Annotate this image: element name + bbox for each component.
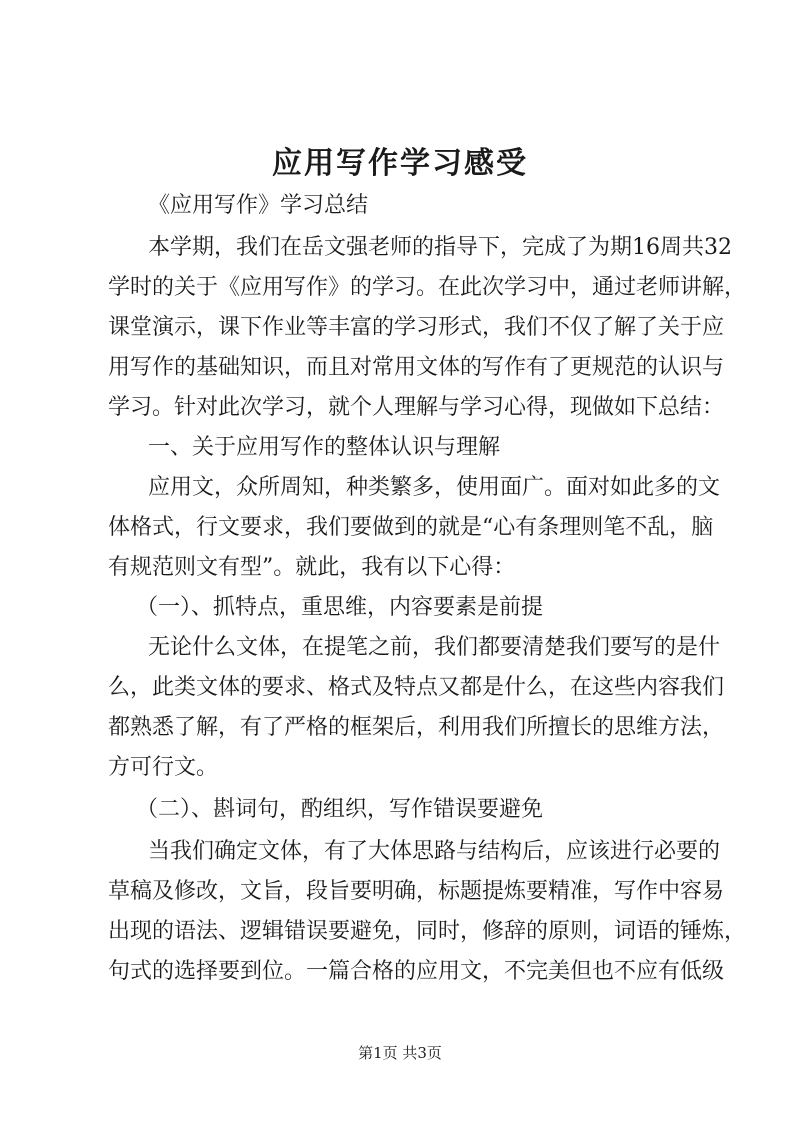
paragraph-line: 体格式，行文要求，我们要做到的就是“心有条理则笔不乱，脑 — [108, 515, 714, 540]
paragraph-line: 应用文，众所周知，种类繁多，使用面广。面对如此多的文 — [148, 475, 721, 500]
paragraph-line: 句式的选择要到位。一篇合格的应用文，不完美但也不应有低级 — [108, 959, 725, 984]
paragraph-line: 用写作的基础知识，而且对常用文体的写作有了更规范的认识与 — [108, 355, 725, 380]
document-title: 应用写作学习感受 — [272, 146, 528, 181]
paragraph-line: 有规范则文有型”。就此，我有以下心得： — [108, 555, 516, 580]
section-heading: 一、关于应用写作的整体认识与理解 — [148, 435, 501, 460]
paragraph-line: 课堂演示，课下作业等丰富的学习形式，我们不仅了解了关于应 — [108, 315, 725, 340]
paragraph-line: 当我们确定文体，有了大体思路与结构后，应该进行必要的 — [148, 839, 721, 864]
paragraph-line: 出现的语法、逻辑错误要避免，同时，修辞的原则，词语的锤炼， — [108, 919, 747, 944]
paragraph-line: 都熟悉了解，有了严格的框架后，利用我们所擅长的思维方法， — [108, 715, 725, 740]
page-footer: 第1页 共3页 — [358, 1044, 442, 1062]
subsection-heading: （二）、斟词句，酌组织，写作错误要避免 — [136, 797, 544, 822]
subtitle-line: 《应用写作》学习总结 — [148, 193, 369, 218]
paragraph-line: 本学期，我们在岳文强老师的指导下，完成了为期16周共32 — [148, 235, 732, 260]
paragraph-line: 学习。针对此次学习，就个人理解与学习心得，现做如下总结： — [108, 395, 725, 420]
paragraph-line: 学时的关于《应用写作》的学习。在此次学习中，通过老师讲解， — [108, 275, 747, 300]
paragraph-line: 方可行文。 — [108, 755, 219, 780]
subsection-heading: （一）、抓特点，重思维，内容要素是前提 — [136, 595, 544, 620]
paragraph-line: 无论什么文体，在提笔之前，我们都要清楚我们要写的是什 — [148, 635, 721, 660]
paragraph-line: 么，此类文体的要求、格式及特点又都是什么，在这些内容我们 — [108, 675, 725, 700]
paragraph-line: 草稿及修改，文旨，段旨要明确，标题提炼要精准，写作中容易 — [108, 879, 725, 904]
